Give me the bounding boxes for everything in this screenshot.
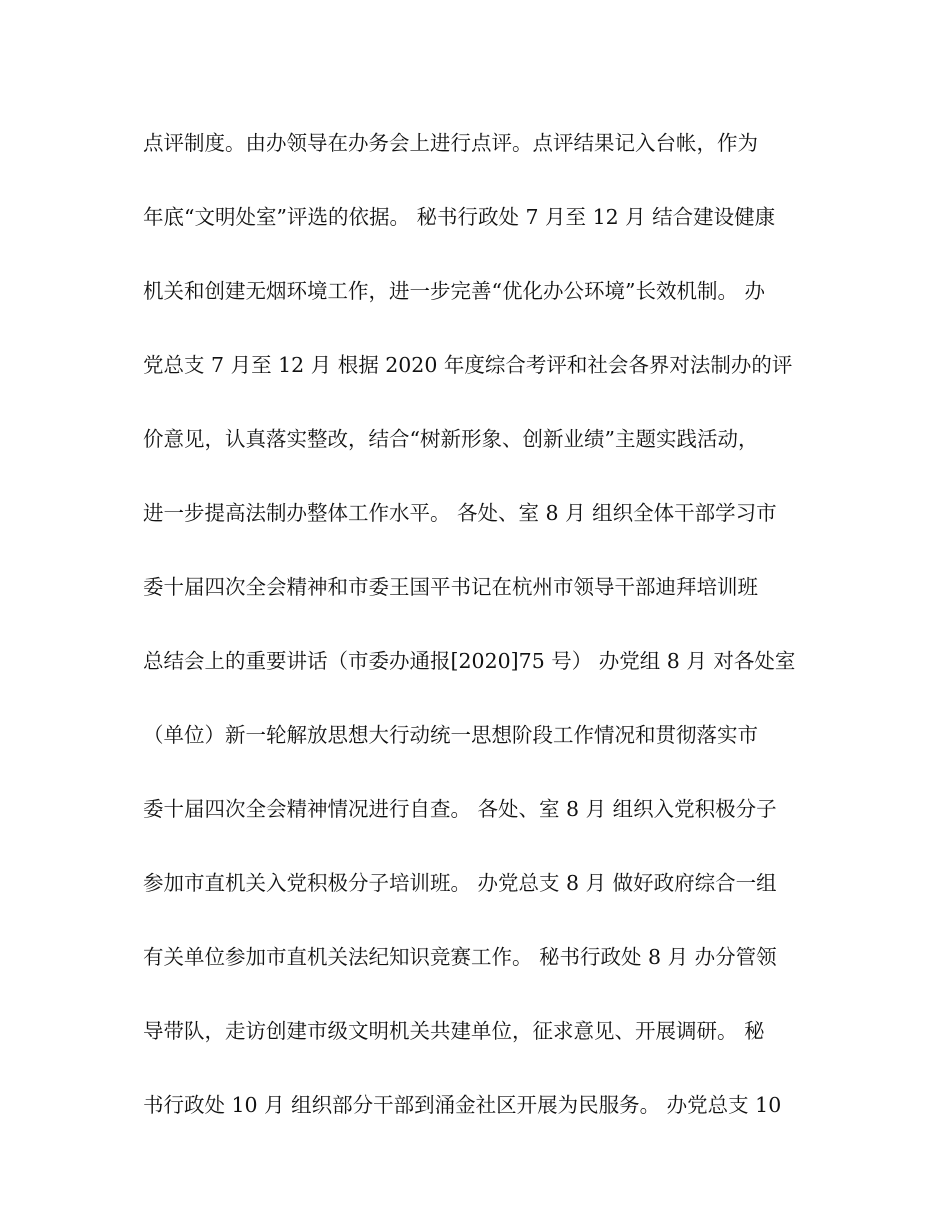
text-line: 书行政处 10 月 组织部分干部到涌金社区开展为民服务。 办党总支 10	[143, 1093, 782, 1117]
text-line: 导带队，走访创建市级文明机关共建单位，征求意见、开展调研。 秘	[143, 1019, 765, 1043]
text-line: 价意见，认真落实整改，结合“树新形象、创新业绩”主题实践活动，	[143, 427, 759, 451]
document-body-text	[143, 125, 823, 1161]
text-line: 参加市直机关入党积极分子培训班。 办党总支 8 月 做好政府综合一组	[143, 871, 777, 895]
text-line: 委十届四次全会精神情况进行自查。 各处、室 8 月 组织入党积极分子	[143, 797, 777, 821]
text-line: （单位）新一轮解放思想大行动统一思想阶段工作情况和贯彻落实市	[143, 723, 758, 747]
text-line: 机关和创建无烟环境工作，进一步完善“优化办公环境”长效机制。 办	[143, 279, 765, 303]
text-line: 总结会上的重要讲话（市委办通报[2020]75 号） 办党组 8 月 对各处室	[143, 649, 796, 673]
text-line: 点评制度。由办领导在办务会上进行点评。点评结果记入台帐，作为	[143, 131, 758, 155]
text-line: 有关单位参加市直机关法纪知识竞赛工作。 秘书行政处 8 月 办分管领	[143, 945, 777, 969]
text-line: 年底“文明处室”评选的依据。 秘书行政处 7 月至 12 月 结合建设健康	[143, 205, 776, 229]
text-line: 进一步提高法制办整体工作水平。 各处、室 8 月 组织全体干部学习市	[143, 501, 777, 525]
text-line: 委十届四次全会精神和市委王国平书记在杭州市领导干部迪拜培训班	[143, 575, 758, 599]
text-line: 党总支 7 月至 12 月 根据 2020 年度综合考评和社会各界对法制办的评	[143, 353, 793, 377]
